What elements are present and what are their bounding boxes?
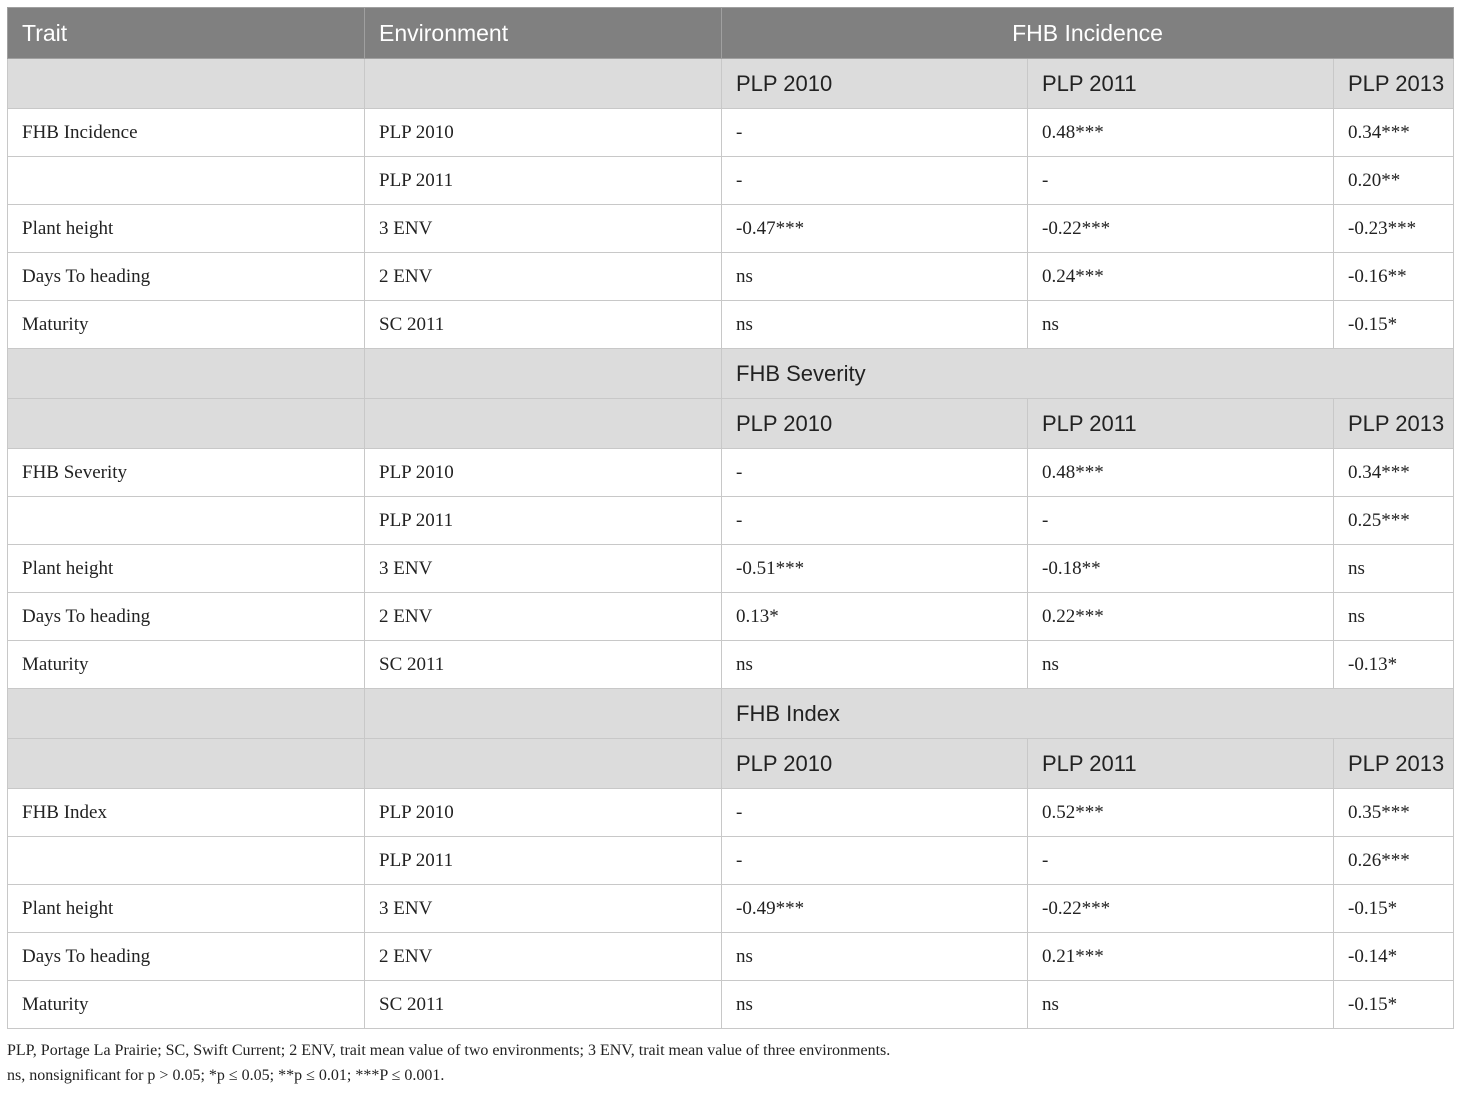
footnote-abbreviations: PLP, Portage La Prairie; SC, Swift Current; 2 ENV, trait mean value of two environments; 3 ENV, trait mean value of three environments. (7, 1042, 891, 1059)
environment-cell: PLP 2011 (365, 837, 722, 885)
environment-cell: 3 ENV (365, 885, 722, 933)
value-cell: - (1028, 157, 1334, 205)
empty-cell (365, 399, 722, 449)
value-cell: - (722, 837, 1028, 885)
trait-cell: FHB Index (8, 789, 365, 837)
environment-cell: PLP 2010 (365, 789, 722, 837)
value-cell: -0.23*** (1334, 205, 1454, 253)
environment-cell: PLP 2011 (365, 157, 722, 205)
trait-cell: FHB Incidence (8, 109, 365, 157)
value-cell: -0.15* (1334, 981, 1454, 1029)
value-cell: 0.25*** (1334, 497, 1454, 545)
value-cell: ns (1028, 981, 1334, 1029)
table-row (8, 497, 1454, 545)
footnotes (7, 1038, 1453, 1088)
table-row (8, 981, 1454, 1029)
correlation-table-container (7, 7, 1453, 1088)
trait-cell (8, 157, 365, 205)
column-header: PLP 2013 (1334, 399, 1454, 449)
value-cell: ns (722, 301, 1028, 349)
table-row (8, 449, 1454, 497)
column-header-row (8, 399, 1454, 449)
value-cell: - (1028, 837, 1334, 885)
environment-cell: PLP 2011 (365, 497, 722, 545)
column-header: PLP 2011 (1028, 739, 1334, 789)
value-cell: - (722, 157, 1028, 205)
environment-cell: 2 ENV (365, 253, 722, 301)
section-title-row (8, 689, 1454, 739)
table-row (8, 933, 1454, 981)
environment-cell: PLP 2010 (365, 109, 722, 157)
value-cell: ns (1334, 593, 1454, 641)
table-row (8, 545, 1454, 593)
value-cell: 0.26*** (1334, 837, 1454, 885)
value-cell: -0.13* (1334, 641, 1454, 689)
value-cell: ns (1334, 545, 1454, 593)
value-cell: 0.48*** (1028, 109, 1334, 157)
environment-cell: 3 ENV (365, 205, 722, 253)
column-header: PLP 2013 (1334, 59, 1454, 109)
table-row (8, 253, 1454, 301)
header-group: FHB Incidence (722, 8, 1454, 59)
value-cell: - (722, 789, 1028, 837)
value-cell: - (722, 449, 1028, 497)
value-cell: 0.34*** (1334, 109, 1454, 157)
section-title: FHB Index (722, 689, 1454, 739)
section-title-row (8, 349, 1454, 399)
section-title: FHB Severity (722, 349, 1454, 399)
value-cell: 0.48*** (1028, 449, 1334, 497)
value-cell: - (722, 497, 1028, 545)
value-cell: -0.22*** (1028, 885, 1334, 933)
value-cell: 0.34*** (1334, 449, 1454, 497)
value-cell: -0.15* (1334, 301, 1454, 349)
trait-cell: Days To heading (8, 253, 365, 301)
value-cell: 0.20** (1334, 157, 1454, 205)
empty-cell (8, 399, 365, 449)
trait-cell: Plant height (8, 205, 365, 253)
correlation-table (7, 7, 1454, 1029)
value-cell: ns (722, 641, 1028, 689)
environment-cell: PLP 2010 (365, 449, 722, 497)
table-row (8, 641, 1454, 689)
header-trait: Trait (8, 8, 365, 59)
trait-cell: Maturity (8, 301, 365, 349)
value-cell: -0.15* (1334, 885, 1454, 933)
column-header: PLP 2011 (1028, 399, 1334, 449)
table-body (8, 59, 1454, 1029)
column-header: PLP 2010 (722, 59, 1028, 109)
environment-cell: SC 2011 (365, 641, 722, 689)
table-row (8, 109, 1454, 157)
empty-cell (365, 689, 722, 739)
value-cell: -0.16** (1334, 253, 1454, 301)
empty-cell (365, 59, 722, 109)
header-row (8, 8, 1454, 59)
trait-cell: Maturity (8, 981, 365, 1029)
empty-cell (365, 739, 722, 789)
value-cell: -0.18** (1028, 545, 1334, 593)
environment-cell: SC 2011 (365, 981, 722, 1029)
table-row (8, 789, 1454, 837)
table-row (8, 837, 1454, 885)
column-header: PLP 2011 (1028, 59, 1334, 109)
value-cell: ns (722, 253, 1028, 301)
column-header-row (8, 59, 1454, 109)
column-header: PLP 2010 (722, 399, 1028, 449)
value-cell: ns (722, 933, 1028, 981)
environment-cell: 3 ENV (365, 545, 722, 593)
empty-cell (8, 739, 365, 789)
value-cell: 0.13* (722, 593, 1028, 641)
value-cell: -0.14* (1334, 933, 1454, 981)
trait-cell: Plant height (8, 885, 365, 933)
value-cell: 0.24*** (1028, 253, 1334, 301)
trait-cell (8, 837, 365, 885)
environment-cell: 2 ENV (365, 933, 722, 981)
column-header-row (8, 739, 1454, 789)
table-row (8, 885, 1454, 933)
empty-cell (8, 689, 365, 739)
table-row (8, 205, 1454, 253)
value-cell: -0.49*** (722, 885, 1028, 933)
empty-cell (8, 59, 365, 109)
trait-cell: Maturity (8, 641, 365, 689)
value-cell: -0.51*** (722, 545, 1028, 593)
footnote-significance: ns, nonsignificant for p > 0.05; *p ≤ 0.05; **p ≤ 0.01; ***P ≤ 0.001. (7, 1067, 445, 1084)
value-cell: ns (722, 981, 1028, 1029)
environment-cell: 2 ENV (365, 593, 722, 641)
column-header: PLP 2013 (1334, 739, 1454, 789)
value-cell: 0.22*** (1028, 593, 1334, 641)
environment-cell: SC 2011 (365, 301, 722, 349)
value-cell: - (722, 109, 1028, 157)
value-cell: -0.47*** (722, 205, 1028, 253)
trait-cell (8, 497, 365, 545)
value-cell: ns (1028, 301, 1334, 349)
table-row (8, 593, 1454, 641)
trait-cell: Days To heading (8, 933, 365, 981)
trait-cell: Days To heading (8, 593, 365, 641)
column-header: PLP 2010 (722, 739, 1028, 789)
value-cell: 0.35*** (1334, 789, 1454, 837)
trait-cell: FHB Severity (8, 449, 365, 497)
value-cell: ns (1028, 641, 1334, 689)
table-row (8, 301, 1454, 349)
value-cell: 0.21*** (1028, 933, 1334, 981)
table-row (8, 157, 1454, 205)
value-cell: 0.52*** (1028, 789, 1334, 837)
value-cell: - (1028, 497, 1334, 545)
empty-cell (8, 349, 365, 399)
header-environment: Environment (365, 8, 722, 59)
value-cell: -0.22*** (1028, 205, 1334, 253)
empty-cell (365, 349, 722, 399)
trait-cell: Plant height (8, 545, 365, 593)
